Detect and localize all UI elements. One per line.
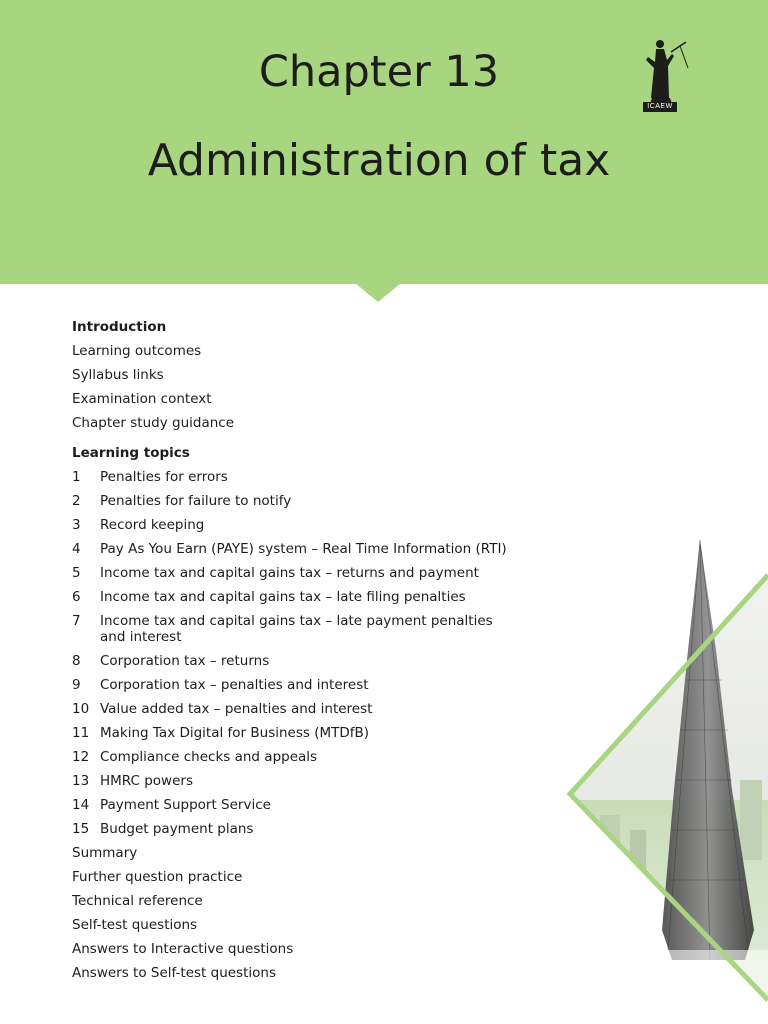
contents-item: Syllabus links — [72, 367, 164, 383]
topic-item — [72, 538, 522, 562]
topic-item — [72, 466, 522, 490]
topic-item — [72, 610, 522, 650]
topic-number: 7 — [72, 613, 81, 629]
topic-label: Corporation tax – returns — [100, 653, 270, 669]
topic-label: Corporation tax – penalties and interest — [100, 677, 369, 693]
topic-number: 12 — [72, 749, 90, 765]
contents-item: Chapter study guidance — [72, 415, 234, 431]
topic-number: 5 — [72, 565, 81, 581]
topic-item — [72, 746, 522, 770]
topic-item — [72, 722, 522, 746]
topic-number: 14 — [72, 797, 90, 813]
topic-number: 13 — [72, 773, 90, 789]
logo-text: ICAEW — [643, 102, 677, 112]
topic-label: Pay As You Earn (PAYE) system – Real Time Information (RTI) — [100, 541, 507, 557]
learning-topics-heading: Learning topics — [72, 445, 190, 461]
topic-label: Making Tax Digital for Business (MTDfB) — [100, 725, 370, 741]
contents-item: Answers to Interactive questions — [72, 941, 294, 957]
topic-label: Payment Support Service — [100, 797, 271, 813]
topic-number: 8 — [72, 653, 81, 669]
topic-item — [72, 770, 522, 794]
header-pointer — [355, 283, 401, 302]
topic-item — [72, 698, 522, 722]
topic-label: Record keeping — [100, 517, 205, 533]
topic-number: 11 — [72, 725, 90, 741]
shard-building-image — [540, 530, 768, 1024]
topic-label: HMRC powers — [100, 773, 193, 789]
topic-label: Income tax and capital gains tax – late payment penalties and interest — [100, 613, 493, 645]
contents-item: Learning outcomes — [72, 343, 202, 359]
introduction-heading: Introduction — [72, 319, 167, 335]
chapter-title: Administration of tax — [147, 135, 611, 186]
topic-item — [72, 818, 522, 842]
topic-number: 10 — [72, 701, 90, 717]
chapter-contents — [72, 316, 522, 986]
topic-label: Income tax and capital gains tax – returns and payment — [100, 565, 479, 581]
topic-item — [72, 586, 522, 610]
topic-label: Compliance checks and appeals — [100, 749, 318, 765]
topic-number: 9 — [72, 677, 81, 693]
contents-item: Summary — [72, 845, 138, 861]
topic-label: Budget payment plans — [100, 821, 254, 837]
contents-item: Technical reference — [72, 893, 203, 909]
topic-item — [72, 562, 522, 586]
topic-item — [72, 794, 522, 818]
topic-label: Income tax and capital gains tax – late filing penalties — [100, 589, 466, 605]
topic-item — [72, 650, 522, 674]
topic-label: Value added tax – penalties and interest — [100, 701, 373, 717]
topic-number: 6 — [72, 589, 81, 605]
topic-item — [72, 490, 522, 514]
topic-item — [72, 514, 522, 538]
topic-number: 15 — [72, 821, 90, 837]
topic-label: Penalties for failure to notify — [100, 493, 292, 509]
contents-item: Answers to Self-test questions — [72, 965, 276, 981]
contents-item: Further question practice — [72, 869, 243, 885]
chapter-number: Chapter 13 — [258, 47, 500, 97]
topic-label: Penalties for errors — [100, 469, 228, 485]
topic-item — [72, 674, 522, 698]
contents-item: Examination context — [72, 391, 212, 407]
topic-number: 3 — [72, 517, 81, 533]
topic-number: 1 — [72, 469, 81, 485]
contents-item: Self-test questions — [72, 917, 198, 933]
topic-number: 4 — [72, 541, 81, 557]
topic-number: 2 — [72, 493, 81, 509]
